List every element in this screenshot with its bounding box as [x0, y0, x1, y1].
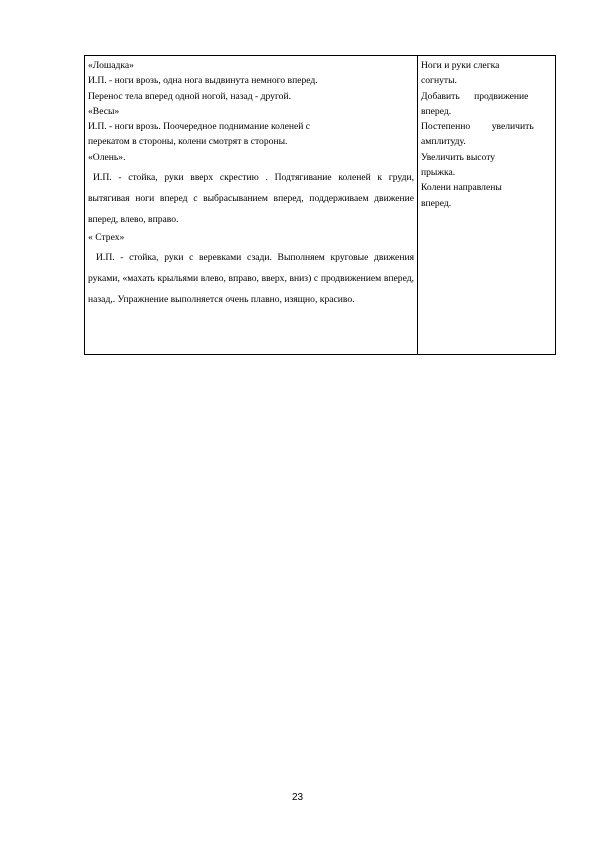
note-line: прыжка. — [421, 167, 456, 179]
table-row — [85, 56, 556, 355]
note-line: Колени направлены — [421, 182, 502, 194]
exercise-paragraph-olen: И.П. - стойка, руки вверх скрестию . Подтягивание коленей к груди, вытягивая ноги вперед с выбрасыванием вперед, поддерживаем движение вперед, влево, вправо. — [88, 172, 414, 226]
exercise-line: перекатом в стороны, колени смотрят в стороны. — [88, 136, 288, 148]
page-number: 23 — [291, 792, 304, 803]
note-line: вперед. — [421, 197, 452, 209]
exercise-paragraph-streh: И.П. - стойка, руки с веревками сзади. Выполняем круговые движения руками, «махать крыльями влево, вправо, вверх, вниз) с продвижением вперед, назад,. Упражнение выполняется очень плавно, изящно, красиво. — [88, 252, 414, 306]
exercise-title-olen: «Олень». — [88, 151, 126, 163]
note-line: Добавить продвижение — [421, 90, 529, 102]
exercise-line: И.П. - ноги врозь. Поочередное поднимание коленей с — [88, 121, 311, 133]
exercise-title-vesy: «Весы» — [88, 105, 120, 117]
exercise-title-loshadka: «Лошадка» — [88, 60, 134, 71]
note-line: Постепенно увеличить — [421, 121, 534, 133]
note-line: Увеличить высоту — [421, 151, 496, 163]
note-line: амплитуду. — [421, 136, 466, 148]
exercise-table — [84, 55, 556, 355]
exercise-description-cell — [85, 56, 418, 355]
note-line: Ноги и руки слегка — [421, 60, 500, 71]
note-line: вперед. — [421, 105, 452, 117]
exercise-line: И.П. - ноги врозь, одна нога выдвинута немного вперед. — [88, 75, 318, 87]
notes-cell — [418, 56, 556, 355]
note-line: согнуты. — [421, 75, 457, 87]
exercise-line: Перенос тела вперед одной ногой, назад - другой. — [88, 90, 292, 102]
exercise-title-streh: « Стрех» — [88, 232, 125, 244]
